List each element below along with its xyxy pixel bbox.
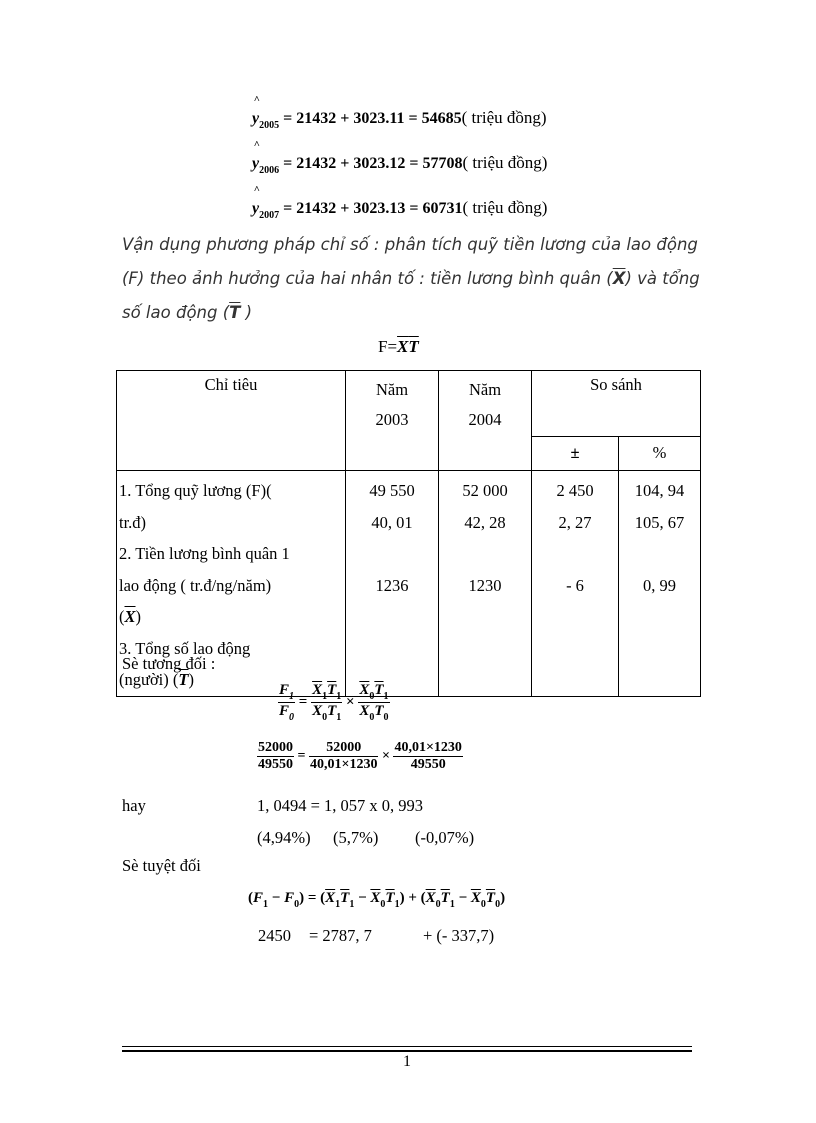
header-text: 2003: [375, 410, 409, 429]
cell-value: 104, 94: [634, 481, 685, 500]
paragraph-text: (F) theo ảnh hưởng của hai nhân tố : tiền lương bình quân (: [122, 269, 613, 288]
header-compare: [532, 371, 701, 437]
row-label: lao động ( tr.đ/ng/năm): [119, 575, 272, 595]
absolute-symbolic-formula: $(F_1 - F_0) = (\overline{X}_1\overline{T}_1 - \overline{X}_0\overline{T}_1) + (\overline{X}_0\overline{T}_1 - \overline{X}_0\overline{T}_0)$: [248, 890, 506, 910]
absolute-value-b: = 2787, 7: [309, 926, 372, 945]
cell-value: 49 550: [369, 481, 415, 500]
denominator: $\overline{X}_0\overline{T}_0$: [359, 703, 389, 723]
year-subscript: 2006: [259, 165, 280, 176]
denominator: 49550: [258, 757, 293, 772]
cell-value: - 6: [566, 575, 584, 595]
analysis-paragraph: [122, 228, 700, 330]
col-2003-values: [346, 471, 439, 697]
y-hat-symbol: ˄ y: [252, 110, 259, 128]
fraction: [393, 740, 462, 773]
paragraph-line: [122, 262, 700, 296]
forecast-expression: = 21432 + 3023.12 = 57708: [283, 155, 463, 172]
formula-prefix: F=: [378, 337, 398, 356]
hay-value: 1, 0494 = 1, 057 x 0, 993: [257, 796, 424, 815]
footer-rule: [122, 1046, 692, 1047]
absolute-value-c: + (- 337,7): [423, 926, 495, 945]
row-label: [119, 601, 345, 633]
relative-heading: Sè tương đối :: [122, 654, 216, 673]
numerator: $\overline{X}_1\overline{T}_1$: [312, 682, 342, 702]
fraction: [311, 682, 342, 723]
fraction: [358, 682, 389, 723]
cell-value: 52 000: [462, 481, 508, 500]
header-text: Chỉ tiêu: [204, 375, 258, 394]
col-diff-values: [532, 471, 619, 697]
row-label: 3. Tổng số lao động: [119, 638, 251, 658]
page-number: 1: [403, 1053, 411, 1070]
header-2004: [439, 371, 532, 471]
header-text: So sánh: [590, 375, 642, 394]
numerator: $\overline{X}_0\overline{T}_1$: [359, 682, 389, 702]
cell-value: 0, 99: [643, 575, 676, 595]
cell-value: 1230: [468, 575, 502, 595]
label-text: ): [135, 607, 142, 626]
y-hat-symbol: ˄ y: [252, 200, 259, 218]
header-text: %: [652, 443, 667, 462]
header-text: Năm: [375, 380, 409, 399]
year-subscript: 2007: [259, 210, 280, 221]
row-label: 2. Tiền lương bình quân 1: [119, 544, 290, 563]
header-text: ±: [570, 443, 580, 462]
denominator: 49550: [410, 757, 446, 772]
x-bar-symbol: $\overline{X}$: [397, 337, 409, 356]
label-text: ): [188, 670, 194, 689]
wage-fund-table: [116, 370, 701, 697]
col-pct-values: [619, 471, 701, 697]
formula-title: [378, 337, 419, 357]
forecast-line-2006: [252, 153, 547, 176]
fraction: [257, 740, 294, 773]
forecast-expression: = 21432 + 3023.13 = 60731: [283, 200, 463, 217]
paragraph-line: [122, 296, 700, 330]
year-subscript: 2005: [259, 120, 280, 131]
forecast-unit: ( triệu đồng): [462, 153, 548, 172]
row-label: tr.đ): [119, 512, 147, 532]
percent-a: (4,94%): [257, 828, 311, 847]
numerator: 52000: [309, 740, 378, 757]
x-bar-symbol: $\overline{X}$: [612, 269, 626, 288]
cell-value: 42, 28: [464, 512, 506, 532]
fraction: [309, 740, 378, 773]
header-indicator: [117, 371, 346, 471]
absolute-heading: Sè tuyệt đối: [122, 856, 201, 875]
percent-c: (-0,07%): [415, 828, 475, 847]
header-pct: [619, 437, 701, 471]
y-hat-symbol: ˄ y: [252, 155, 259, 173]
t-bar-symbol: $\overline{T}$: [178, 670, 189, 689]
cell-value: 1236: [375, 575, 409, 595]
relative-symbolic-formula: $\frac{F_1}{F_0}$ = $\frac{\overline{X}_1\overline{T}_1}{\overline{X}_0\overline{T}_1}$ × $\frac{\overline{X}_0\overline{T}_1}{\overline{X}_0\overline{T}_0}$: [279, 682, 389, 723]
forecast-line-2007: [252, 198, 547, 221]
denominator: $F_0$: [279, 703, 295, 723]
header-text: Năm: [468, 380, 502, 399]
t-bar-symbol: $\overline{T}$: [229, 303, 241, 322]
denominator: 40,01×1230: [309, 757, 378, 772]
header-diff: [532, 437, 619, 471]
header-2003: [346, 371, 439, 471]
cell-value: 2 450: [556, 481, 594, 500]
t-bar-symbol: $\overline{T}$: [408, 337, 419, 356]
percent-b: (5,7%): [333, 828, 379, 847]
header-text: 2004: [468, 410, 502, 429]
fraction: [278, 682, 295, 723]
denominator: $\overline{X}_0\overline{T}_1$: [312, 703, 342, 723]
absolute-value-a: 2450: [258, 926, 291, 945]
x-bar-symbol: $\overline{X}$: [124, 607, 136, 626]
col-2004-values: [439, 471, 532, 697]
forecast-unit: ( triệu đồng): [462, 198, 548, 217]
label-text: (người) (: [119, 670, 179, 689]
row-label: 1. Tổng quỹ lương (F)(: [119, 481, 272, 500]
numerator: 52000: [258, 740, 293, 755]
footer-rule: [122, 1050, 692, 1052]
relative-numeric-formula: $\frac{52000}{49550}$ = $\frac{52000}{40,01\times 1230}$ × $\frac{40,01\times 1230}{49550}$: [258, 740, 462, 772]
paragraph-text: ) và tổng: [625, 269, 700, 288]
forecast-unit: ( triệu đồng): [461, 108, 547, 127]
numerator: 40,01×1230: [394, 740, 462, 755]
label-text: (: [119, 607, 125, 626]
cell-value: 40, 01: [371, 512, 413, 532]
numerator: $F_1$: [279, 682, 295, 702]
forecast-expression: = 21432 + 3023.11 = 54685: [283, 110, 462, 127]
paragraph-line: Vận dụng phương pháp chỉ số : phân tích quỹ tiền lương của lao động: [122, 235, 698, 254]
paragraph-text: số lao động (: [122, 303, 230, 322]
cell-value: 105, 67: [634, 512, 685, 532]
paragraph-text: ): [240, 303, 253, 322]
forecast-line-2005: [252, 108, 547, 131]
hay-label: hay: [122, 796, 146, 815]
cell-value: 2, 27: [558, 512, 592, 532]
